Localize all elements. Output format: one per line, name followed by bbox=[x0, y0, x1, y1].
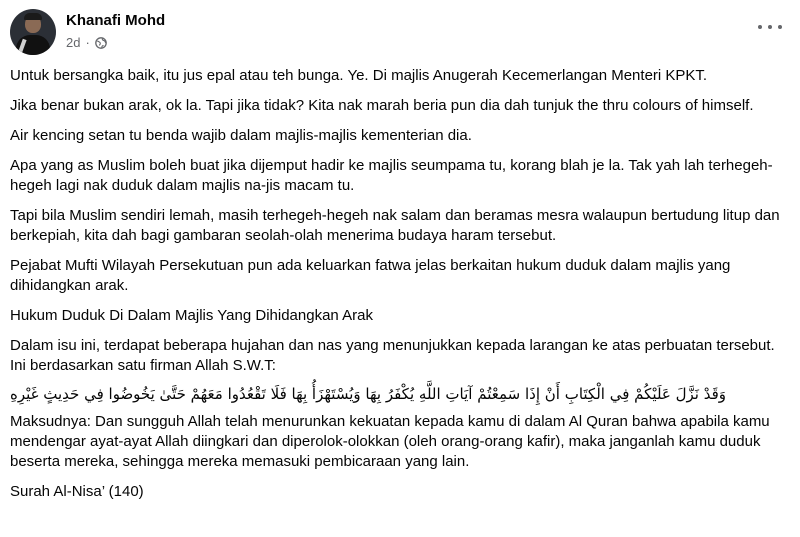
globe-icon[interactable] bbox=[95, 37, 107, 49]
post-paragraph: Jika benar bukan arak, ok la. Tapi jika tidak? Kita nak marah beria pun dia dah tunjuk the thru colours of himself. bbox=[10, 97, 754, 114]
post-paragraph: Dalam isu ini, terdapat beberapa hujahan dan nas yang menunjukkan kepada larangan ke atas perbuatan tersebut. Ini berdasarkan satu firman Allah S.W.T: bbox=[10, 337, 775, 374]
verse-translation: Maksudnya: Dan sungguh Allah telah menurunkan kekuatan kepada kamu di dalam Al Quran bahwa apabila kamu mendengar ayat-ayat Allah diingkari dan diperolok-olokkan (oleh orang-orang kafir), maka janganlah kamu duduk beserta mereka, sehingga mereka memasuki pembicaraan yang lain. bbox=[10, 413, 770, 470]
avatar[interactable] bbox=[10, 9, 56, 55]
post-paragraph: Untuk bersangka baik, itu jus epal atau teh bunga. Ye. Di majlis Anugerah Kecemerlangan Menteri KPKT. bbox=[10, 67, 708, 84]
author-name[interactable]: Khanafi Mohd bbox=[66, 12, 166, 29]
post-meta bbox=[66, 35, 107, 50]
meta-separator: · bbox=[85, 35, 90, 50]
post-header bbox=[10, 8, 790, 58]
post-heading: Hukum Duduk Di Dalam Majlis Yang Dihidangkan Arak bbox=[10, 307, 373, 324]
post-paragraph: Apa yang as Muslim boleh buat jika dijemput hadir ke majlis seumpama tu, korang blah je la. Tak yah lah terhegeh-hegeh lagi nak duduk dalam majlis na-jis macam tu. bbox=[10, 157, 773, 194]
more-options-icon[interactable] bbox=[758, 20, 782, 34]
post-paragraph: Air kencing setan tu benda wajib dalam majlis-majlis kementerian dia. bbox=[10, 127, 472, 144]
post-paragraph: Tapi bila Muslim sendiri lemah, masih terhegeh-hegeh nak salam dan beramas mesra walaupun bertudung litup dan berkepiah, kita dah bagi gambaran seolah-olah menerima budaya haram tersebut. bbox=[10, 207, 780, 244]
post-paragraph: Pejabat Mufti Wilayah Persekutuan pun ada keluarkan fatwa jelas berkaitan hukum duduk dalam majlis yang dihidangkan arak. bbox=[10, 257, 731, 294]
arabic-verse: وَقَدْ نَزَّلَ عَلَيْكُمْ فِي الْكِتَابِ أَنْ إِذَا سَمِعْتُمْ آيَاتِ اللَّهِ يُكْفَرُ بِهَا وَيُسْتَهْزَأُ بِهَا فَلَا تَقْعُدُوا مَعَهُمْ حَتَّىٰ يَخُوضُوا فِي حَدِيثٍ غَيْرِهِ bbox=[10, 385, 727, 403]
post-body bbox=[10, 66, 792, 512]
verse-reference: Surah Al-Nisa’ (140) bbox=[10, 483, 144, 500]
post-timestamp[interactable]: 2d bbox=[66, 35, 81, 50]
